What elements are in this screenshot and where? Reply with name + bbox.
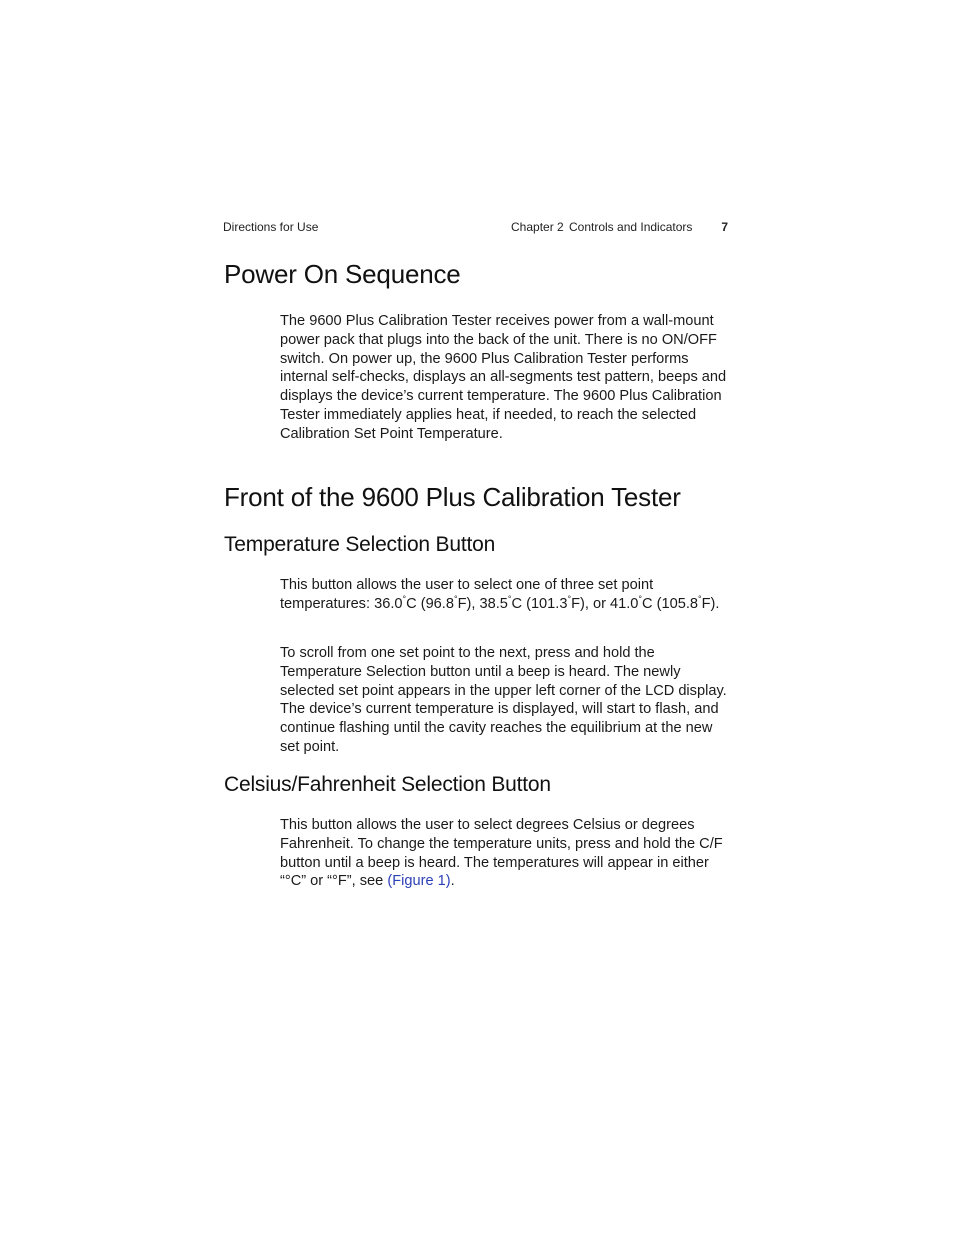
header-section-title: Controls and Indicators: [569, 220, 693, 234]
heading-power-on-sequence: Power On Sequence: [224, 259, 461, 289]
header-chapter: Chapter 2: [511, 220, 564, 234]
header-document-title: Directions for Use: [223, 220, 319, 234]
paragraph-temperature-setpoints: This button allows the user to select one of three set point temperatures: 36.0°C (96.8°F), 38.5°C (101.3°F), or 41.0°C (105.8°F).: [280, 577, 720, 612]
paragraph-power-on: The 9600 Plus Calibration Tester receives power from a wall-mount power pack that plugs into the back of the unit. There is no ON/OFF switch. On power up, the 9600 Plus Calibration Tester performs internal self-checks, displays an all-segments test pattern, beeps and displays the device’s current temperature. The 9600 Plus Calibration Tester immediately applies heat, if needed, to reach the selected Calibration Set Point Temperature.: [280, 313, 727, 442]
paragraph-temperature-scroll: To scroll from one set point to the next, press and hold the Temperature Selection button until a beep is heard. The newly selected set point appears in the upper left corner of the LCD display. The device’s current temperature is displayed, will start to flash, and continue flashing until the cavity reaches the equilibrium at the new set point.: [280, 645, 727, 755]
figure-1-link[interactable]: (Figure 1): [387, 873, 451, 890]
running-header: [223, 220, 728, 236]
page-number: 7: [721, 220, 728, 234]
heading-temperature-selection-button: Temperature Selection Button: [224, 533, 496, 556]
paragraph-celsius-fahrenheit: This button allows the user to select degrees Celsius or degrees Fahrenheit. To change the temperature units, press and hold the C/F button until a beep is heard. The temperatures will appear in either “°C” or “°F”, see (Figure 1).: [280, 817, 723, 890]
heading-celsius-fahrenheit-button: Celsius/Fahrenheit Selection Button: [224, 773, 551, 796]
heading-front-of-tester: Front of the 9600 Plus Calibration Tester: [224, 482, 681, 512]
